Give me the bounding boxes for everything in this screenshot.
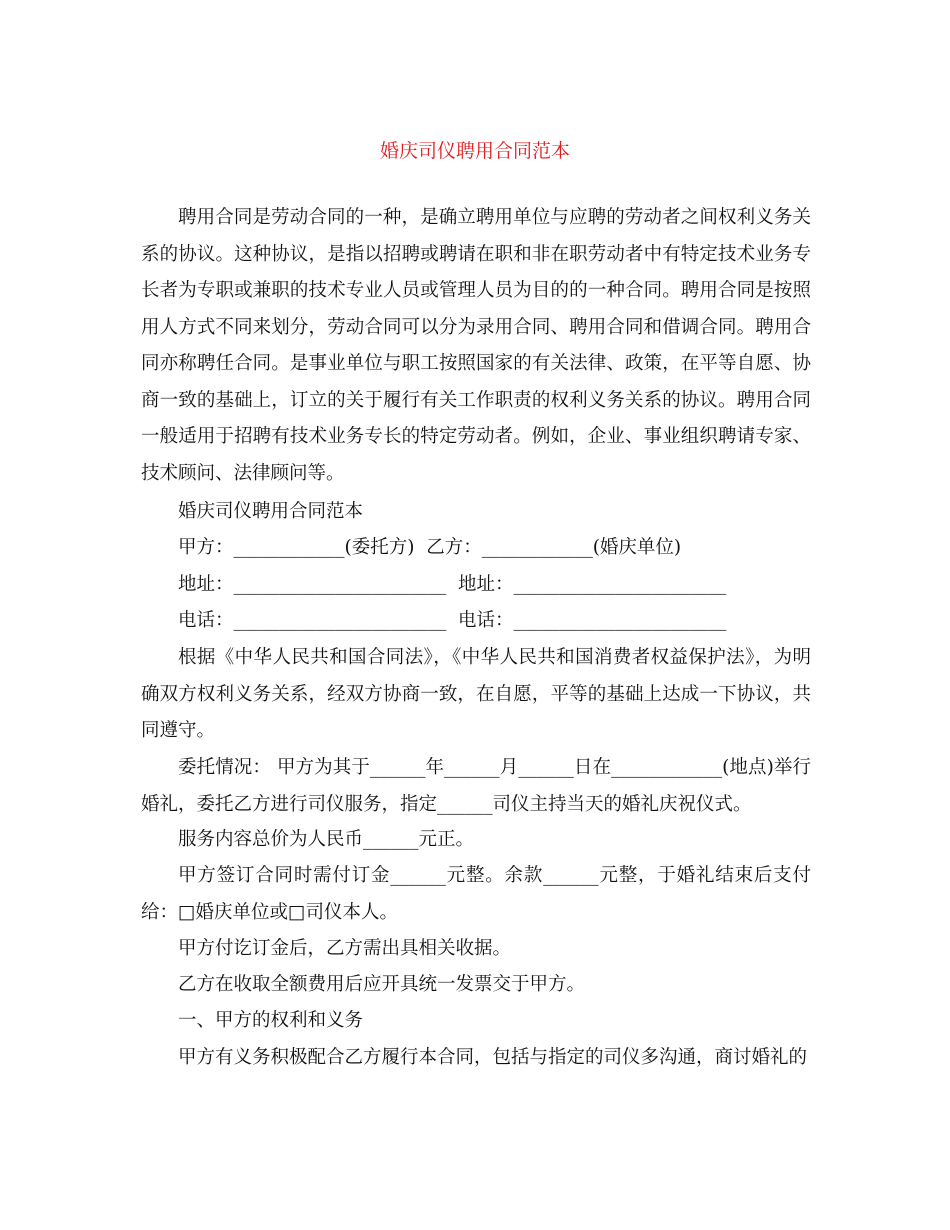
price-line: 服务内容总价为人民币______元正。 — [178, 829, 475, 850]
deposit-paragraph: 甲方签订合同时需付订金______元整。余款______元整，于婚礼结束后支付给：□婚庆单位或□司仪本人。 — [141, 865, 811, 923]
document-title: 婚庆司仪聘用合同范本 — [379, 140, 570, 162]
subtitle: 婚庆司仪聘用合同范本 — [178, 501, 364, 522]
receipt-line: 甲方付讫订金后，乙方需出具相关收据。 — [178, 938, 512, 959]
phone-line: 电话：_______________________ 电话：_______________________ — [178, 610, 727, 631]
party-line: 甲方：____________(委托方) 乙方：____________(婚庆单位) — [178, 537, 682, 558]
entrust-paragraph: 委托情况： 甲方为其于______年______月______日在____________(地点)举行婚礼，委托乙方进行司仪服务，指定______司仪主持当天的婚礼庆祝仪式。 — [141, 757, 811, 815]
section-heading-1: 一、甲方的权利和义务 — [178, 1010, 364, 1031]
basis-paragraph: 根据《中华人民共和国合同法》，《中华人民共和国消费者权益保护法》，为明确双方权利义务关系，经双方协商一致，在自愿，平等的基础上达成一下协议，共同遵守。 — [141, 647, 811, 741]
address-line: 地址：_______________________ 地址：_______________________ — [178, 574, 727, 595]
duty-paragraph: 甲方有义务积极配合乙方履行本合同，包括与指定的司仪多沟通，商讨婚礼的 — [178, 1047, 808, 1068]
intro-paragraph: 聘用合同是劳动合同的一种，是确立聘用单位与应聘的劳动者之间权利义务关系的协议。这种协议，是指以招聘或聘请在职和非在职劳动者中有特定技术业务专长者为专职或兼职的技术专业人员或管理人员为目的的一种合同。聘用合同是按照用人方式不同来划分，劳动合同可以分为录用合同、聘用合同和借调合同。聘用合同亦称聘任合同。是事业单位与职工按照国家的有关法律、政策，在平等自愿、协商一致的基础上，订立的关于履行有关工作职责的权利义务关系的协议。聘用合同一般适用于招聘有技术业务专长的特定劳动者。例如，企业、事业组织聘请专家、技术顾问、法律顾问等。 — [141, 207, 811, 484]
invoice-line: 乙方在收取全额费用后应开具统一发票交于甲方。 — [178, 974, 586, 995]
